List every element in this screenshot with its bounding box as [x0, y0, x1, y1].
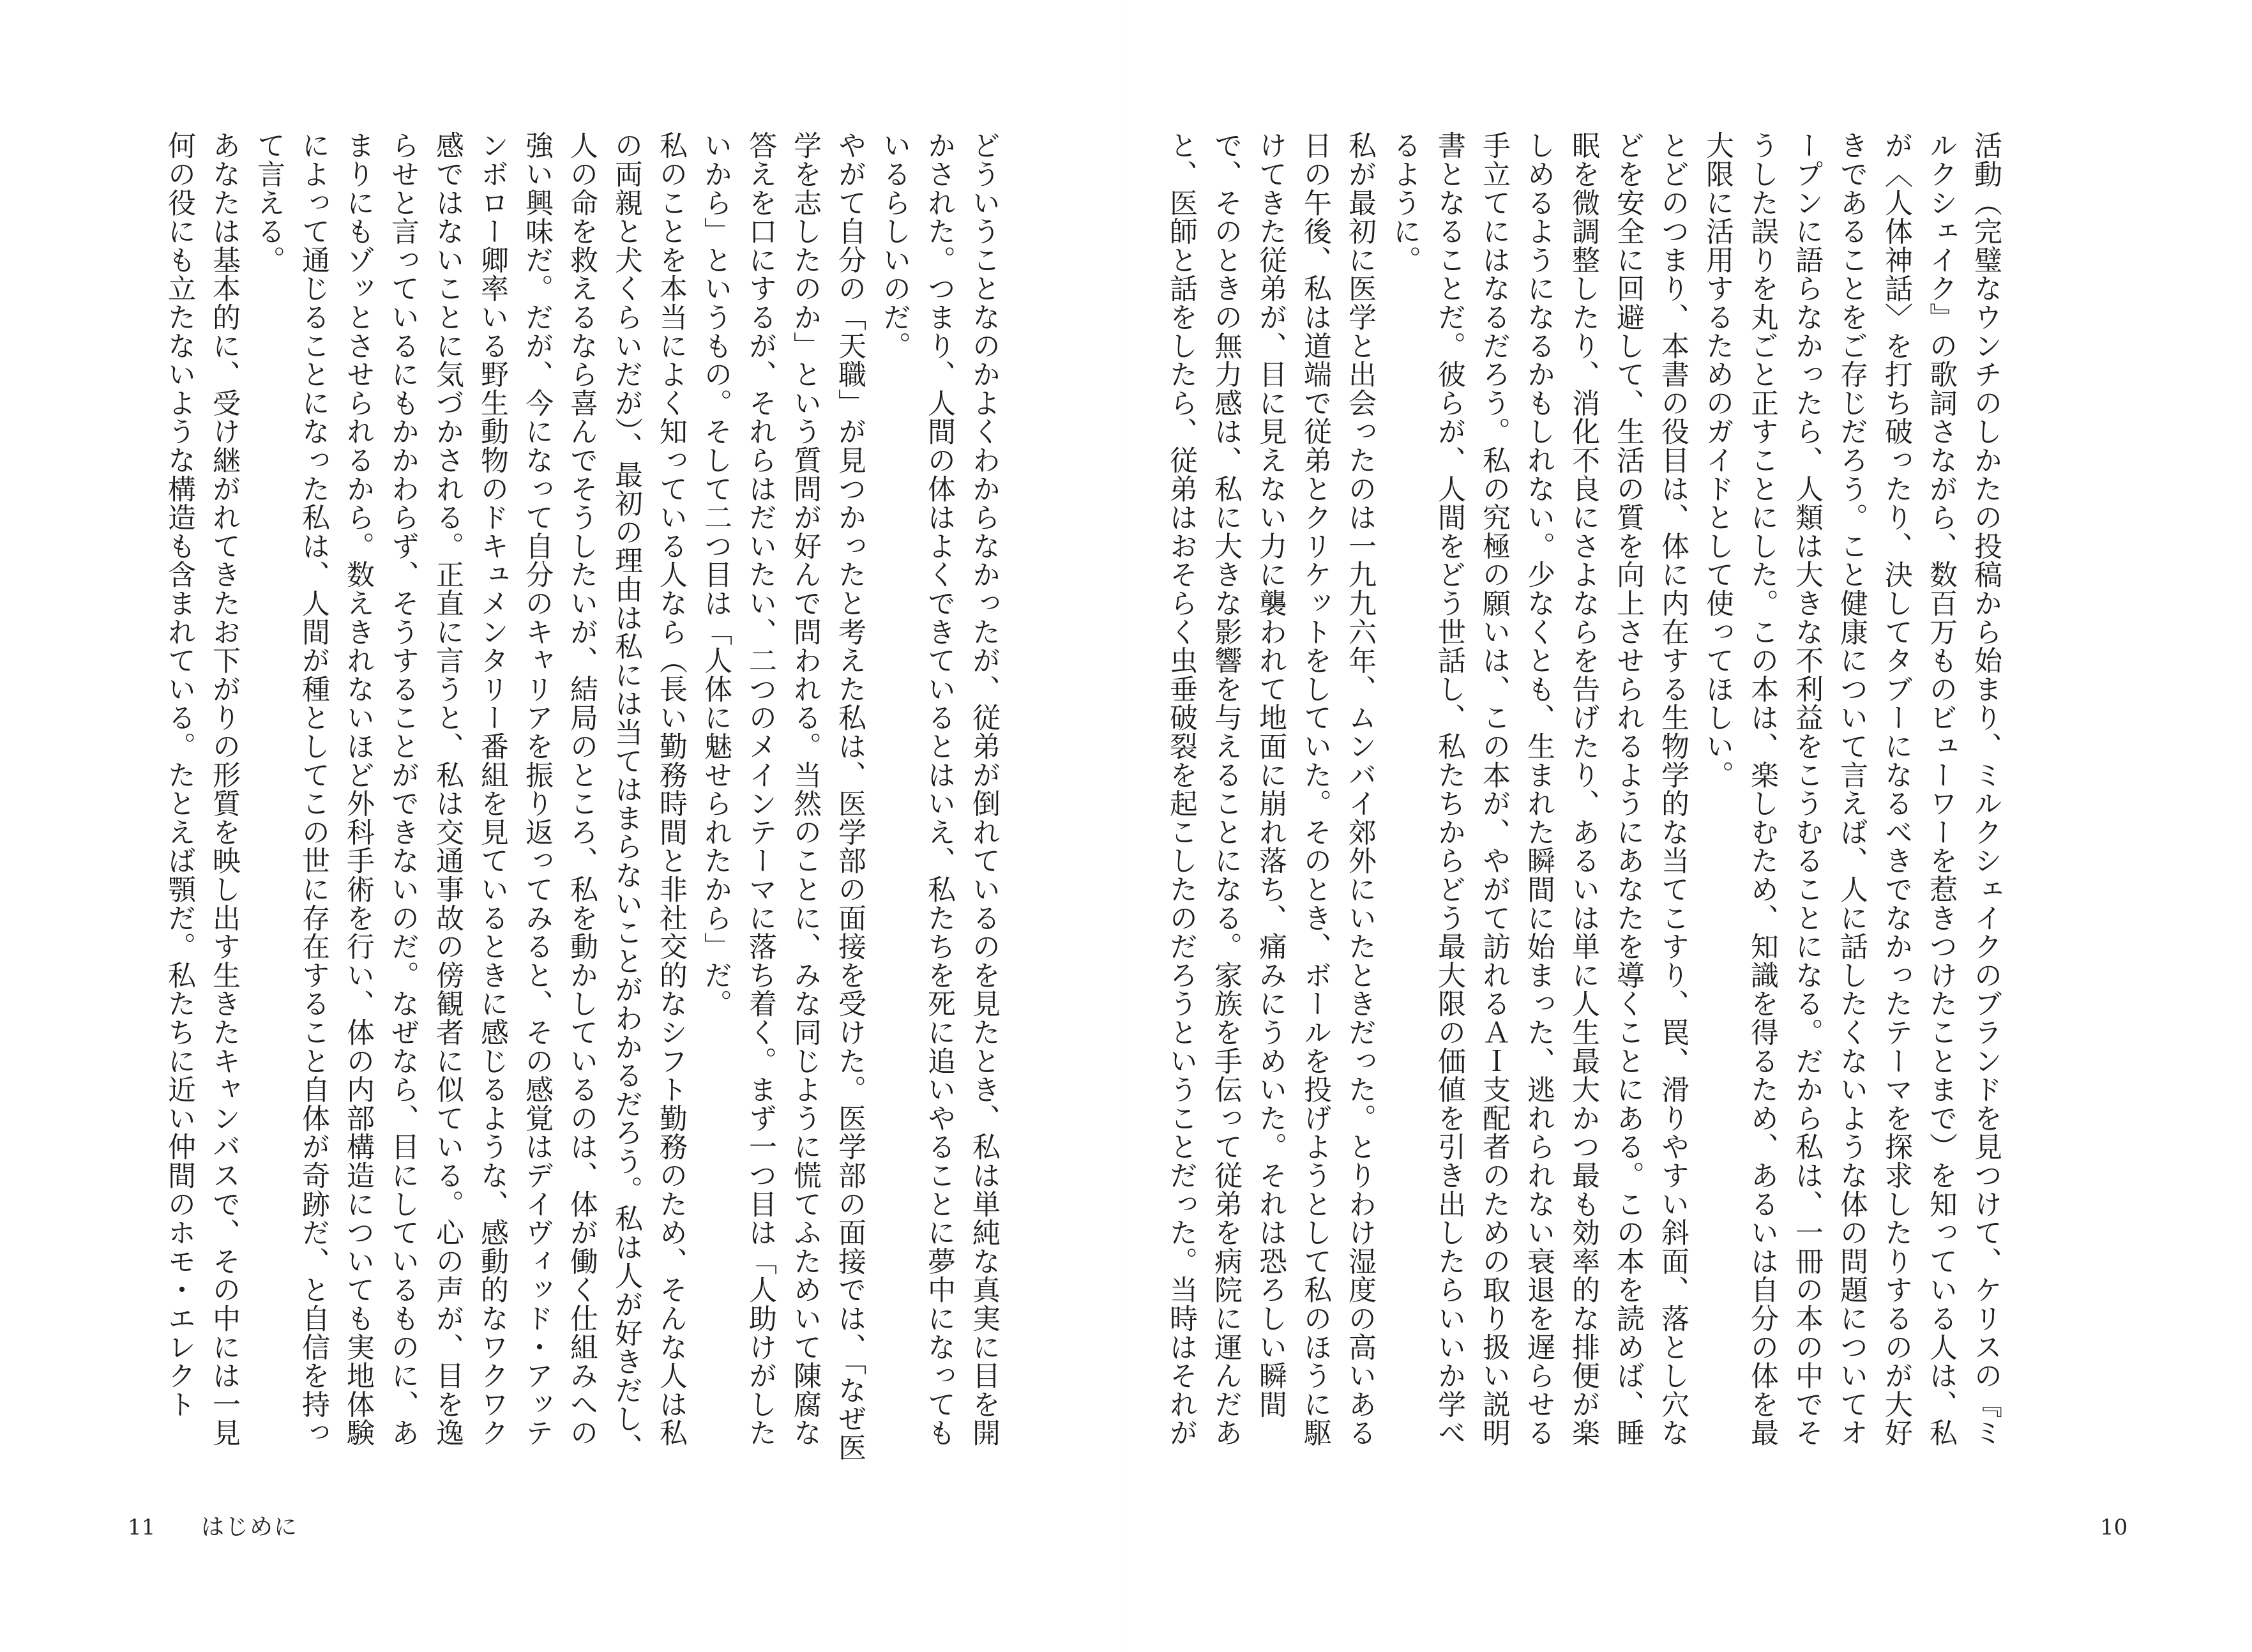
paragraph: 私が最初に医学と出会ったのは一九九六年、ムンバイ郊外にいたときだった。とりわけ湿度の高いある日の午後、私は道端で従弟とクリケットをしていた。そのとき、ボールを投げようとして私のほうに駆けてきた従弟が、目に見えない力に襲われて地面に崩れ落ち、痛みにうめいた。それは恐ろしい瞬間で、そのときの無力感は、私に大きな影響を与えることになる。家族を手伝って従弟を病院に運んだあと、医師と話をしたら、従弟はおそらく虫垂破裂を起こしたのだろうということだった。当時はそれが	[1165, 131, 1376, 1447]
left-page-body	[163, 131, 1006, 1475]
right-page-body	[1165, 131, 2007, 1475]
page-number: 11	[128, 1515, 156, 1540]
right-page	[1126, 0, 2252, 1652]
running-head: はじめに	[201, 1514, 299, 1540]
paragraph: やがて自分の「天職」が見つかったと考えた私は、医学部の面接を受けた。医学部の面接では、「なぜ医学を志したのか」という質問が好んで問われる。当然のことに、みな同じように慌てふためいて陳腐な答えを口にするが、それらはだいたい、二つのメインテーマに落ち着く。まず一つ目は「人助けがしたいから」というもの。そして二つ目は「人体に魅せられたから」だ。	[699, 131, 866, 1462]
paragraph: とどのつまり、本書の役目は、体に内在する生物学的な当てこすり、罠、滑りやすい斜面、落とし穴などを安全に回避して、生活の質を向上させられるようにあなたを導くことにある。この本を読めば、睡眠を微調整したり、消化不良にさよならを告げたり、あるいは単に人生最大かつ最も効率的な排便が楽しめるようになるかもしれない。少なくとも、生まれた瞬間に始まった、逃れられない衰退を遅らせる手立てにはなるだろう。私の究極の願いは、この本が、やがて訪れるＡＩ支配者のための取り扱い説明書となることだ。彼らが、人間をどう世話し、私たちからどう最大限の価値を引き出したらいいか学べるように。	[1388, 131, 1689, 1447]
paragraph: 活動（完璧なウンチのしかたの投稿から始まり、ミルクシェイクのブランドを見つけて、ケリスの『ミルクシェイク』の歌詞さながら、数百万ものビューワーを惹きつけたことまで）を知っている人は、私が〈人体神話〉を打ち破ったり、決してタブーになるべきでなかったテーマを探求したりするのが大好きであることをご存じだろう。こと健康について言えば、人に話したくないような体の問題についてオープンに語らなかったら、人類は大きな不利益をこうむることになる。だから私は、一冊の本の中でそうした誤りを丸ごと正すことにした。この本は、楽しむため、知識を得るため、あるいは自分の体を最大限に活用するためのガイドとして使ってほしい。	[1701, 131, 2002, 1447]
page-number: 10	[2100, 1515, 2128, 1540]
paragraph: あなたは基本的に、受け継がれてきたお下がりの形質を映し出す生きたキャンバスで、その中には一見何の役にも立たないような構造も含まれている。たとえば顎だ。私たちに近い仲間のホモ・エレクト	[163, 131, 240, 1447]
paragraph: 私のことを本当によく知っている人なら（長い勤務時間と非社交的なシフト勤務のため、そんな人は私の両親と犬くらいだが）、最初の理由は私には当てはまらないことがわかるだろう。私は人が好きだし、人の命を救えるなら喜んでそうしたいが、結局のところ、私を動かしているのは、体が働く仕組みへの強い興味だ。だが、今になって自分のキャリアを振り返ってみると、その感覚はデイヴィッド・アッテンボロー卿率いる野生動物のドキュメンタリー番組を見ているときに感じるような、感動的なワクワク感ではないことに気づかされる。正直に言うと、私は交通事故の傍観者に似ている。心の声が、目を逸らせと言っているにもかかわらず、そうすることができないのだ。なぜなら、目にしているものに、あまりにもゾッとさせられるから。数えきれないほど外科手術を行い、体の内部構造についても実地体験によって通じることになった私は、人間が種としてこの世に存在すること自体が奇跡だ、と自信を持って言える。	[252, 131, 687, 1462]
paragraph: どういうことなのかよくわからなかったが、従弟が倒れているのを見たとき、私は単純な真実に目を開かされた。つまり、人間の体はよくできているとはいえ、私たちを死に追いやることに夢中になってもいるらしいのだ。	[878, 131, 1000, 1447]
